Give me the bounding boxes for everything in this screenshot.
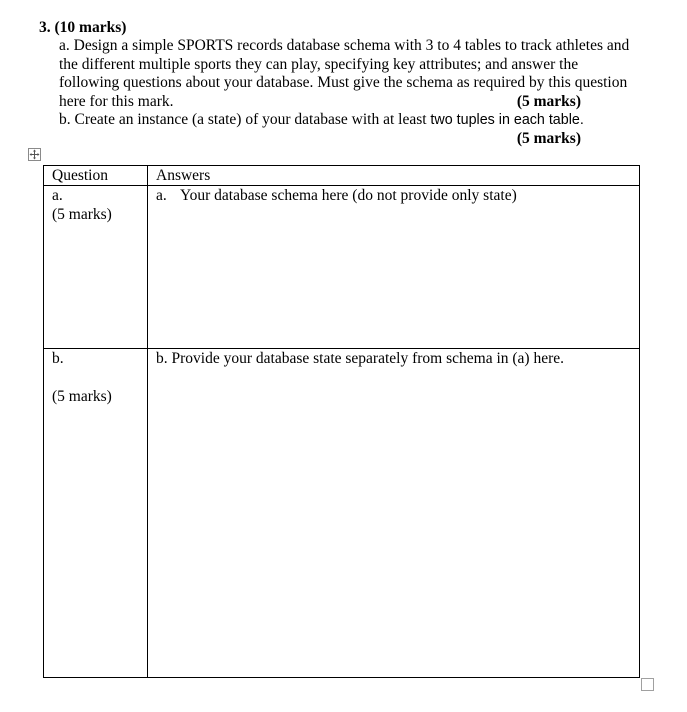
row-a-label: a. [52,187,63,204]
table-header-row [44,166,640,186]
part-b-text: b. Create an instance (a state) of your database with at least [59,111,431,128]
table-resize-handle-icon[interactable] [641,678,654,691]
part-b-marks-line [59,130,651,149]
row-b-marks: (5 marks) [52,388,112,405]
row-a-answer-prefix: a. [156,187,167,204]
question-cell-b[interactable] [44,349,148,678]
row-a-answer-text: Your database schema here (do not provide only state) [180,187,517,204]
part-b-text-tail: two tuples in each table. [430,112,584,128]
part-a-line-4-text: here for this mark. [59,92,174,110]
question-3 [39,18,651,149]
part-a-line-2: the different multiple sports they can play, specifying key attributes; and answer the [59,55,579,73]
part-a-marks: (5 marks) [516,92,581,110]
row-b-spacer [52,368,147,387]
table-row [44,349,640,678]
part-b-marks: (5 marks) [516,129,581,147]
answer-cell-a[interactable] [148,186,640,349]
table-row [44,186,640,349]
question-cell-a[interactable] [44,186,148,349]
question-part-b [59,111,651,130]
table-move-handle-icon[interactable] [28,148,41,161]
answer-cell-b[interactable] [148,349,640,678]
question-heading: 3. (10 marks) [39,19,127,36]
row-b-answer-text: b. Provide your database state separately from schema in (a) here. [156,350,565,367]
part-a-line-4 [59,93,651,112]
row-b-label: b. [52,350,64,367]
question-part-a [59,37,651,111]
header-answers: Answers [148,166,640,186]
part-a-line-1: a. Design a simple SPORTS records database schema with 3 to 4 tables to track athletes and [59,37,630,54]
answer-table [43,165,640,678]
row-a-marks: (5 marks) [52,206,112,223]
header-question: Question [44,166,148,186]
part-a-line-3: following questions about your database. Must give the schema as required by this question [59,74,628,91]
